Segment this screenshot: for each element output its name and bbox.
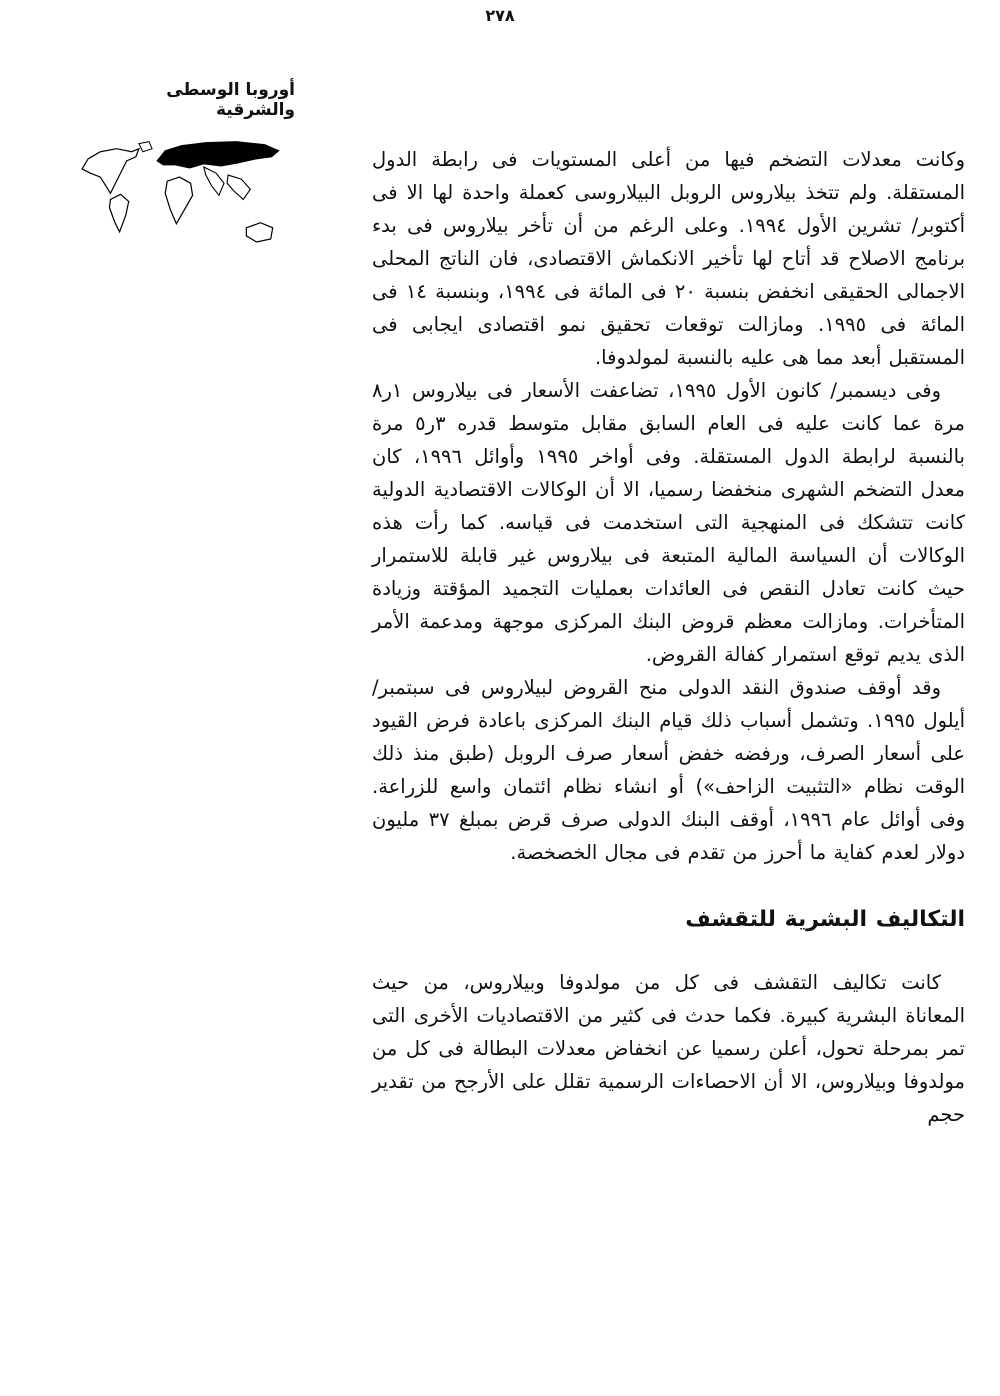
region-label: أوروبا الوسطى والشرقية <box>166 80 295 120</box>
world-map-image <box>76 138 294 276</box>
body-paragraph: وقد أوقف صندوق النقد الدولى منح القروض لبيلاروس فى سبتمبر/ أيلول ١٩٩٥. وتشمل أسباب ذلك قيام البنك المركزى باعادة فرض القيود على أسعار الصرف، ورفضه خفض أسعار صرف الروبل (طبق منذ ذلك الوقت نظام «التثبيت الزاحف») أو انشاء نظام ائتمان واسع للزراعة. وفى أوائل عام ١٩٩٦، أوقف البنك الدولى صرف قرض بمبلغ ٣٧ مليون دولار لعدم كفاية ما أحرز من تقدم فى مجال الخصخصة. <box>372 676 965 864</box>
article-body <box>372 143 965 1131</box>
body-paragraph: وكانت معدلات التضخم فيها من أعلى المستويات فى رابطة الدول المستقلة. ولم تتخذ بيلاروس الروبل البيلاروسى كعملة واحدة لها الا فى أكتوبر/ تشرين الأول ١٩٩٤. وعلى الرغم من أن تأخر بيلاروس فى بدء برنامج الاصلاح قد أتاح لها تأخير الانكماش الاقتصادى، فان الناتج المحلى الاجمالى الحقيقى انخفض بنسبة ٢٠ فى المائة فى ١٩٩٤، وبنسبة ١٤ فى المائة فى ١٩٩٥. ومازالت توقعات تحقيق نمو اقتصادى ايجابى فى المستقبل أبعد مما هى عليه بالنسبة لمولدوفا. <box>372 148 966 369</box>
world-map-icon <box>76 138 294 276</box>
body-paragraph: وفى ديسمبر/ كانون الأول ١٩٩٥، تضاعفت الأسعار فى بيلاروس ١ر٨ مرة عما كانت عليه فى العام السابق مقابل متوسط قدره ٣ر٥ مرة بالنسبة لرابطة الدول المستقلة. وفى أواخر ١٩٩٥ وأوائل ١٩٩٦، كان معدل التضخم الشهرى منخفضا رسميا، الا أن الوكالات الاقتصادية الدولية كانت تتشكك فى المنهجية التى استخدمت فى قياسه. كما رأت هذه الوكالات أن السياسة المالية المتبعة فى بيلاروس غير قابلة للاستمرار حيث كانت تعادل النقص فى العائدات بعمليات التجميد المؤقتة وزيادة المتأخرات. ومازالت معظم قروض البنك المركزى موجهة ومدعمة الأمر الذى يديم توقع استمرار كفالة القروض. <box>372 379 965 666</box>
body-paragraph: كانت تكاليف التقشف فى كل من مولدوفا وبيلاروس، من حيث المعاناة البشرية كبيرة. فكما حدث فى كثير من الاقتصاديات الأخرى التى تمر بمرحلة تحول، أعلن رسميا عن انخفاض معدلات البطالة فى كل من مولدوفا وبيلاروس، الا أن الاحصاءات الرسمية تقلل على الأرجح من تقدير حجم <box>372 971 965 1126</box>
section-heading: التكاليف البشرية للتقشف <box>685 907 965 932</box>
page-number: ٢٧٨ <box>485 6 515 25</box>
